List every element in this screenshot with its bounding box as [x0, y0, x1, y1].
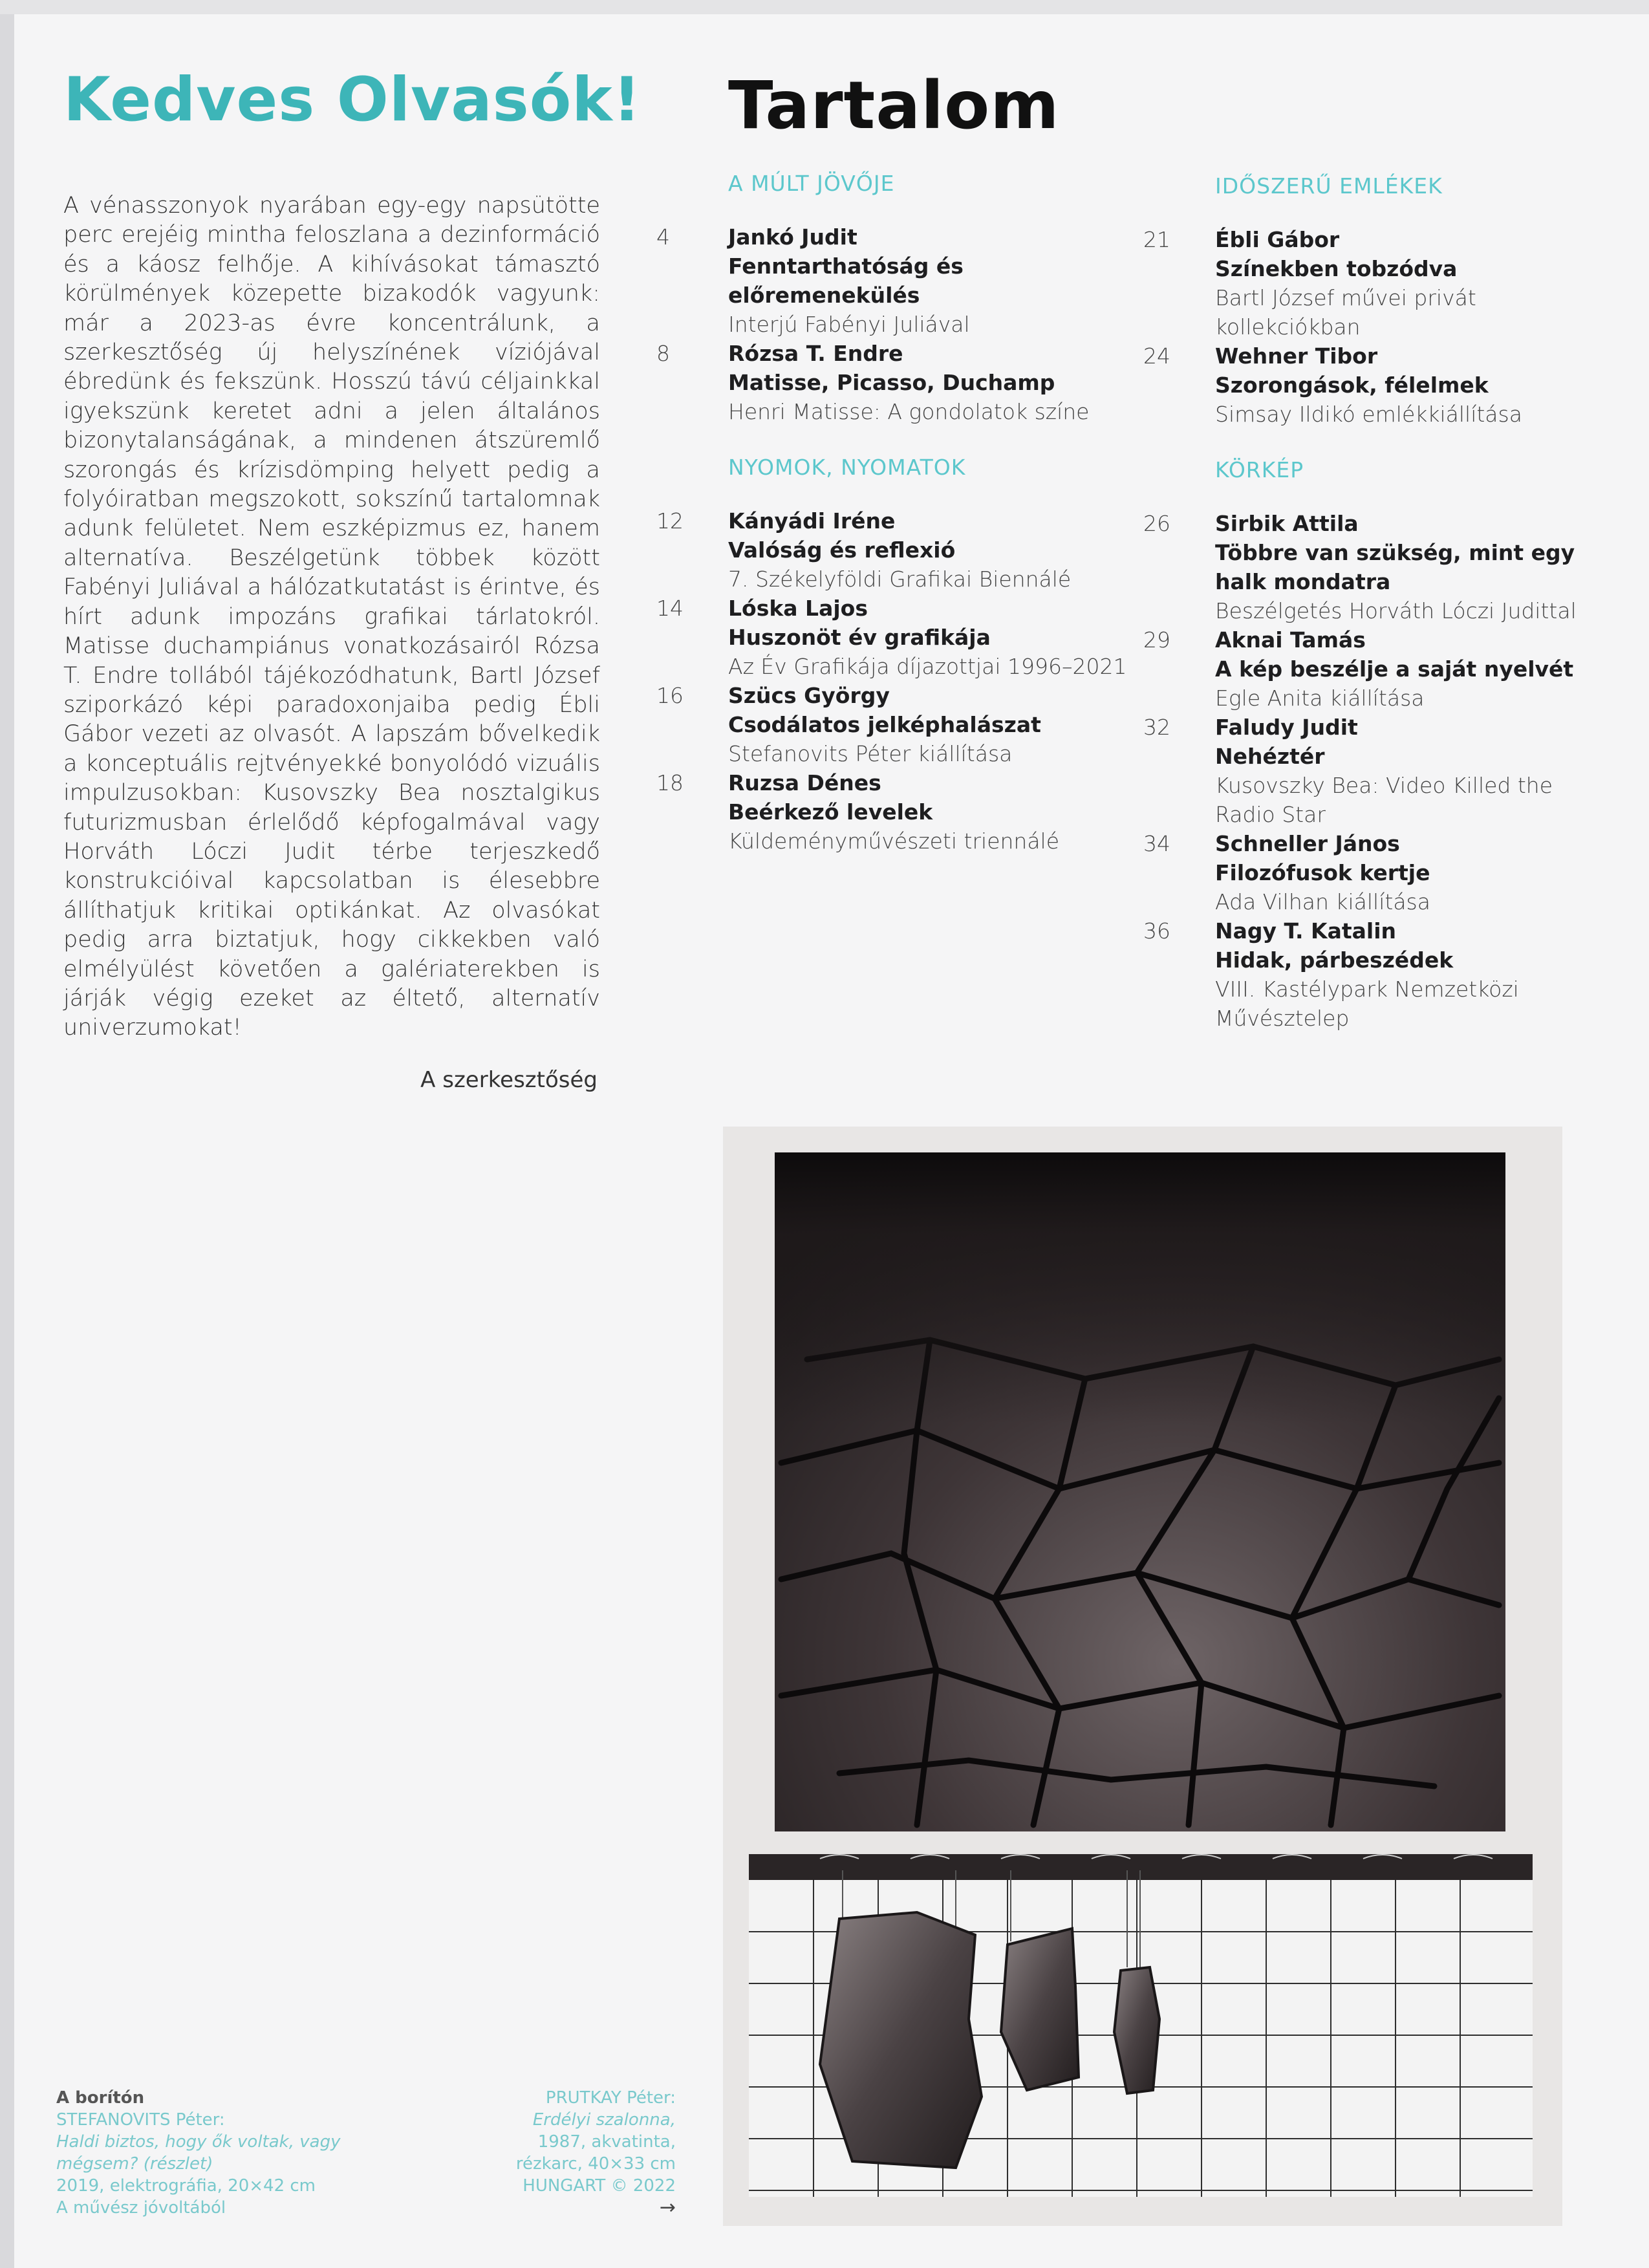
toc-entry-text — [1215, 713, 1596, 829]
toc-author: Schneller János — [1215, 831, 1400, 856]
toc-entry-text — [728, 506, 1135, 594]
toc-author: Jankó Judit — [728, 224, 857, 250]
toc-page-number: 16 — [656, 683, 684, 708]
toc-entry-text — [728, 681, 1135, 768]
toc-article-subtitle: Küldeményművészeti triennálé — [728, 828, 1060, 854]
toc-entry-text — [1215, 625, 1596, 713]
toc-author: Rózsa T. Endre — [728, 341, 903, 366]
toc-page-number: 34 — [1143, 831, 1170, 856]
toc-article-subtitle: Henri Matisse: A gondolatok színe — [728, 399, 1090, 424]
toc-entry — [1143, 625, 1596, 713]
toc-article-subtitle: 7. Székelyföldi Grafikai Biennálé — [728, 567, 1072, 592]
toc-entry-text — [728, 768, 1135, 856]
toc-page-number: 29 — [1143, 627, 1170, 653]
toc-entry — [1143, 829, 1596, 916]
toc-article-title: A kép beszélje a saját nyelvét — [1215, 656, 1574, 682]
toc-author: Wehner Tibor — [1215, 343, 1378, 369]
cover-caption-credit: A művész jóvoltából — [56, 2198, 226, 2218]
toc-entry — [1143, 916, 1596, 1033]
artwork-illustration — [723, 1127, 1562, 2226]
artwork-caption-credit: HUNGART © 2022 — [523, 2176, 676, 2196]
toc-page-number: 12 — [656, 508, 684, 534]
artwork-caption-details-1: 1987, akvatinta, — [537, 2132, 676, 2152]
toc-entry — [1143, 341, 1596, 429]
toc-author: Faludy Judit — [1215, 715, 1358, 740]
toc-article-title: Nehéztér — [1215, 744, 1325, 769]
artwork-caption — [401, 2087, 676, 2219]
toc-article-subtitle: Egle Anita kiállítása — [1215, 686, 1425, 711]
toc-author: Szücs György — [728, 683, 890, 708]
toc-article-title: Matisse, Picasso, Duchamp — [728, 370, 1055, 395]
toc-author: Nagy T. Katalin — [1215, 918, 1397, 944]
toc-article-title: Szorongások, félelmek — [1215, 373, 1489, 398]
toc-article-title: Színekben tobzódva — [1215, 256, 1458, 281]
toc-entry — [656, 594, 1135, 681]
toc-author: Kányádi Iréne — [728, 508, 896, 534]
editorial-signature: A szerkesztőség — [420, 1067, 598, 1093]
toc-article-title: Többre van szükség, mint egy halk mondatra — [1215, 540, 1575, 594]
toc-article-subtitle: Beszélgetés Horváth Lóczi Judittal — [1215, 598, 1577, 623]
toc-article-subtitle: Stefanovits Péter kiállítása — [728, 741, 1013, 766]
toc-entry — [656, 339, 1135, 426]
cover-caption-details: 2019, elektrográfia, 20×42 cm — [56, 2176, 316, 2196]
toc-article-subtitle: Bartl József művei privát kollekciókban — [1215, 285, 1476, 340]
toc-article-title: Filozófusok kertje — [1215, 860, 1430, 885]
toc-right-column — [1143, 172, 1596, 1033]
toc-entry — [656, 768, 1135, 856]
toc-page-number: 24 — [1143, 343, 1170, 369]
toc-entry-text — [728, 222, 1135, 339]
toc-entry-text — [1215, 341, 1596, 429]
toc-entry — [656, 506, 1135, 594]
toc-author: Lóska Lajos — [728, 596, 868, 621]
toc-author: Ébli Gábor — [1215, 227, 1340, 252]
toc-entry — [1143, 509, 1596, 625]
cover-caption — [56, 2087, 393, 2219]
toc-article-subtitle: Kusovszky Bea: Video Killed the Radio Star — [1215, 773, 1553, 827]
toc-page-number: 4 — [656, 224, 670, 250]
cover-caption-artist: STEFANOVITS Péter: — [56, 2110, 225, 2130]
toc-entry-text — [728, 594, 1135, 681]
toc-page-number: 32 — [1143, 715, 1170, 740]
toc-entry — [1143, 225, 1596, 341]
toc-page-number: 36 — [1143, 918, 1170, 944]
toc-article-title: Fenntarthatóság és előremenekülés — [728, 254, 964, 308]
page-top-edge — [0, 0, 1649, 14]
toc-page-number: 14 — [656, 596, 684, 621]
toc-author: Sirbik Attila — [1215, 511, 1359, 536]
toc-entry-text — [1215, 829, 1596, 916]
toc-article-title: Huszonöt év grafikája — [728, 625, 991, 650]
artwork-caption-details-2: rézkarc, 40×33 cm — [515, 2154, 676, 2174]
toc-entry-text — [1215, 225, 1596, 341]
toc-page-number: 26 — [1143, 511, 1170, 536]
toc-article-subtitle: Simsay Ildikó emlékkiállítása — [1215, 402, 1522, 427]
artwork-image — [723, 1127, 1562, 2226]
editorial-body: A vénasszonyok nyarában egy-egy napsütötte perc erejéig mintha feloszlana a dezinformáció és a káosz felhője. A kihívásokat támasztó körülmények közepette bizakodók vagyunk: már a 2023-as évre koncentrálunk, a szerkesztőség új helyszínének víziójával ébredünk és fekszünk. Hosszú távú céljainkkal igyekszünk keretet adni a jelen általános bizonytalanságának, a mindenen átszüremlő szorongás és krízisdömping helyett pedig a folyóiratban megszokott, sokszínű tartalomnak adunk felületet. Nem eszképizmus ez, hanem alternatíva. Beszélgetünk többek között Fabényi Juliával a hálózatkutatást is érintve, és hírt adunk impozáns grafikai tárlatokról. Matisse duchampiánus vonatkozásairól Rózsa T. Endre tollából tájékozódhatunk, Bartl József sziporkázó képi paradoxonjaiba pedig Ébli Gábor vezeti az olvasót. A lapszám bővelkedik a konceptuális rejtvényekké bonyolódó vizuális impulzusokban: Kusovszky Bea nosztalgikus futurizmusban érlelődő képfogalmával vagy Horváth Lóczi Judit térbe terjeszkedő konstrukcióival kapcsolatban is élesebbre állíthatjuk kritikai optikánkat. Az olvasókat pedig arra biztatjuk, hogy cikkekben való elmélyülést követően a galériaterekben is járják végig ezeket az éltető, alternatív univerzumokat! — [63, 193, 600, 1041]
cover-caption-heading: A borítón — [56, 2088, 145, 2108]
artwork-caption-artist: PRUTKAY Péter: — [545, 2088, 676, 2108]
toc-article-subtitle: Ada Vilhan kiállítása — [1215, 889, 1430, 914]
toc-article-title: Beérkező levelek — [728, 799, 933, 825]
toc-page-number: 18 — [656, 770, 684, 795]
toc-heading: Tartalom — [728, 67, 1060, 144]
toc-section-title: NYOMOK, NYOMATOK — [728, 455, 966, 480]
arrow-right-icon: → — [659, 2196, 676, 2219]
artwork-caption-title: Erdélyi szalonna, — [532, 2110, 676, 2130]
toc-article-title: Valóság és reflexió — [728, 537, 956, 563]
toc-section-title: KÖRKÉP — [1215, 457, 1304, 482]
toc-entry-text — [1215, 509, 1596, 625]
toc-page-number: 21 — [1143, 227, 1170, 252]
cover-caption-title: Haldi biztos, hogy ők voltak, vagy mégsem? (részlet) — [56, 2132, 341, 2174]
toc-page-number: 8 — [656, 341, 670, 366]
toc-article-title: Csodálatos jelképhalászat — [728, 712, 1041, 737]
toc-article-subtitle: VIII. Kastélypark Nemzetközi Művésztelep — [1215, 977, 1519, 1031]
toc-article-subtitle: Interjú Fabényi Juliával — [728, 312, 970, 337]
toc-section-title: A MÚLT JÖVŐJE — [728, 171, 895, 196]
toc-author: Ruzsa Dénes — [728, 770, 881, 795]
toc-left-column — [656, 169, 1135, 856]
toc-entry-text — [728, 339, 1135, 426]
toc-author: Aknai Tamás — [1215, 627, 1366, 653]
toc-entry — [1143, 713, 1596, 829]
toc-entry — [656, 681, 1135, 768]
toc-entry-text — [1215, 916, 1596, 1033]
editorial-heading: Kedves Olvasók! — [63, 65, 641, 135]
toc-article-title: Hidak, párbeszédek — [1215, 947, 1454, 973]
dark-sky-band — [775, 1152, 1505, 1424]
page-edge-shadow — [0, 0, 14, 2268]
toc-article-subtitle: Az Év Grafikája díjazottjai 1996–2021 — [728, 654, 1127, 679]
bacon-slab-large — [820, 1912, 982, 2168]
toc-entry — [656, 222, 1135, 339]
toc-section-title: IDŐSZERŰ EMLÉKEK — [1215, 173, 1443, 199]
